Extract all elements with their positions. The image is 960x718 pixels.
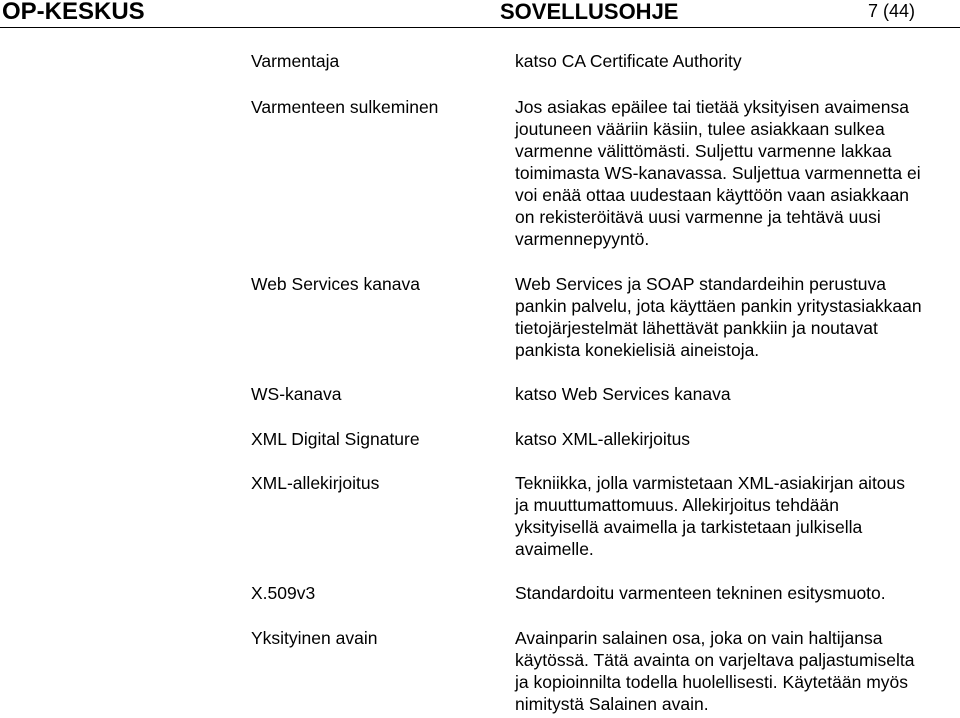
glossary-term: XML-allekirjoitus — [251, 473, 380, 493]
glossary-definition: Tekniikka, jolla varmistetaan XML-asiakirjan aitous ja muuttumattomuus. Allekirjoitus tehdään yksityisellä avaimella ja tarkistetaan julkisella avaimelle. — [515, 473, 906, 559]
glossary-definition: Web Services ja SOAP standardeihin perustuva pankin palvelu, jota käyttäen pankin yritystasiakkaan tietojärjestelmät lähettävät pankkiin ja noutavat pankista konekielisiä aineistoja. — [515, 274, 922, 360]
glossary-term: XML Digital Signature — [251, 429, 420, 449]
glossary-definition: Avainparin salainen osa, joka on vain haltijansa käytössä. Tätä avainta on varjeltava paljastumiselta ja kopioinnilta todella huolellisesti. Käytetään myös nimitystä Salainen avain. — [515, 628, 915, 714]
page-number: 7 (44) — [868, 1, 916, 21]
page-header — [0, 0, 960, 30]
glossary-definition: katso Web Services kanava — [515, 384, 731, 404]
organization-name: OP-KESKUS — [2, 0, 145, 25]
header-divider — [0, 27, 960, 28]
glossary-definition: Jos asiakas epäilee tai tietää yksityisen avaimensa joutuneen vääriin käsiin, tulee asiakkaan sulkea varmenne välittömästi. Suljettu varmenne lakkaa toimimasta WS-kanavassa. Suljettua varmennetta ei voi enää ottaa uudestaan käyttöön vaan asiakkaan on rekisteröitävä uusi varmenne ja tehtävä uusi varmennepyyntö. — [515, 97, 921, 249]
glossary-term: X.509v3 — [251, 583, 316, 603]
glossary-term: Yksityinen avain — [251, 628, 378, 648]
glossary-definition: katso XML-allekirjoitus — [515, 429, 691, 449]
glossary-term: Web Services kanava — [251, 274, 420, 294]
glossary-term: Varmentaja — [251, 51, 340, 71]
glossary-definition: Standardoitu varmenteen tekninen esitysmuoto. — [515, 583, 886, 603]
glossary-term: Varmenteen sulkeminen — [251, 97, 439, 117]
glossary-term: WS-kanava — [251, 384, 342, 404]
glossary-definition: katso CA Certificate Authority — [515, 51, 742, 71]
document-type: SOVELLUSOHJE — [500, 0, 679, 24]
